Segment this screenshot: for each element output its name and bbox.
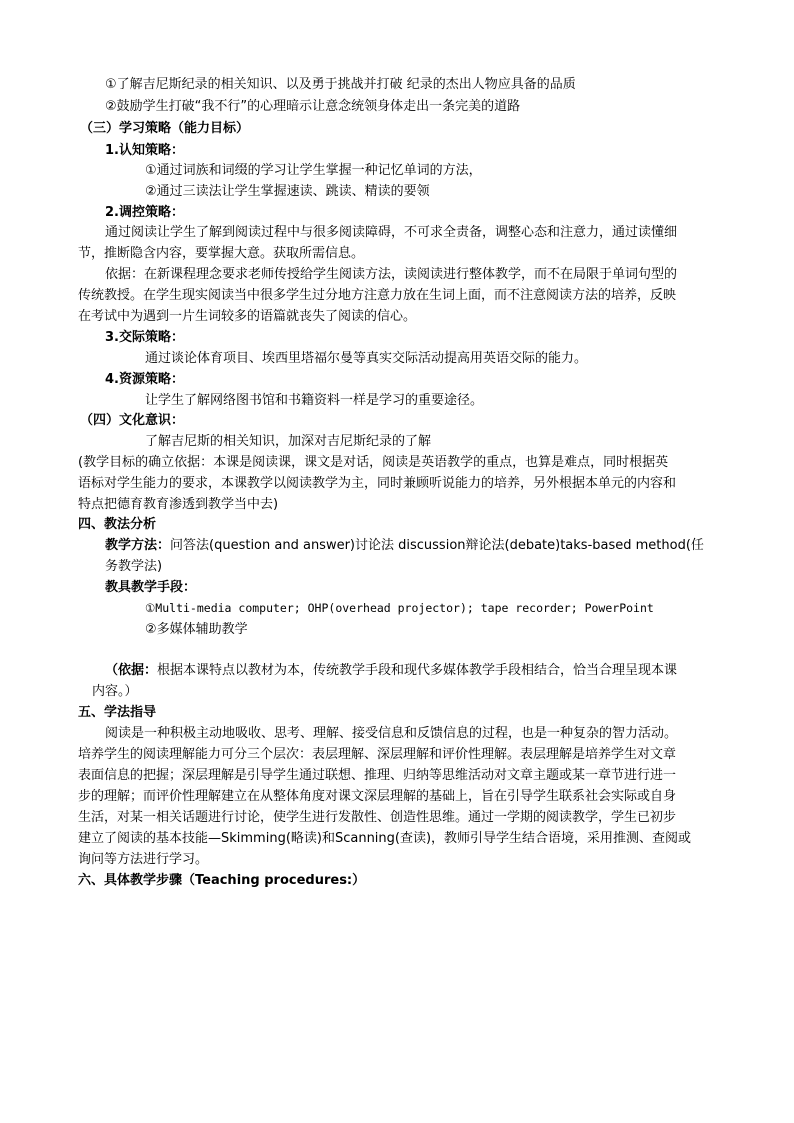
culture-basis-2: 语标对学生能力的要求，本课教学以阅读教学为主，同时兼顾听说能力的培养，另外根据本单元的内容和 [78, 476, 677, 491]
methods-basis-line-2: 内容。） [92, 684, 138, 699]
control-line-1: 通过阅读让学生了解到阅读过程中与很多阅读障碍，不可求全责备，调整心态和注意力，通过读懂细 [105, 225, 678, 240]
control-basis-2: 传统教授。在学生现实阅读当中很多学生过分地方注意力放在生词上面，而不注意阅读方法的培养，反映 [78, 288, 677, 303]
goal-item-1: ①了解吉尼斯纪录的相关知识、以及勇于挑战并打破 纪录的杰出人物应具备的品质 [105, 77, 576, 92]
methods-label: 教学方法： [105, 538, 171, 553]
section-heading-methods: 四、教法分析 [78, 517, 157, 532]
section-heading-strategy: （三）学习策略（能力目标） [80, 121, 250, 136]
section-heading-procedures: 六、具体教学步骤（Teaching procedures:） [78, 873, 366, 888]
methods-basis-label: （依据： [105, 663, 158, 678]
methods-line-1 [105, 535, 704, 556]
methods-line-2: 务教学法) [105, 559, 163, 574]
tool-item-2: ②多媒体辅助教学 [145, 622, 248, 637]
learning-line-1: 阅读是一种积极主动地吸收、思考、理解、接受信息和反馈信息的过程，也是一种复杂的智力活动。 [105, 726, 678, 741]
learning-line-4: 步的理解；而评价性理解建立在从整体角度对课文深层理解的基础上，旨在引导学生联系社会实际或自身 [78, 789, 677, 804]
culture-basis-1: (教学目标的确立依据：本课是阅读课，课文是对话，阅读是英语教学的重点，也算是难点，同时根据英 [78, 455, 669, 470]
methods-basis-line-1 [105, 660, 677, 681]
section-heading-learning: 五、学法指导 [78, 705, 157, 720]
communication-strategy-title: 3.交际策略： [105, 330, 184, 345]
resources-strategy-title: 4.资源策略： [105, 372, 184, 387]
learning-line-3: 表面信息的把握；深层理解是引导学生通过联想、推理、归纳等思维活动对文章主题或某一章节进行进一 [78, 768, 677, 783]
cognitive-item-1: ①通过词族和词缀的学习让学生掌握一种记忆单词的方法， [145, 163, 482, 178]
cognitive-item-2: ②通过三读法让学生掌握速读、跳读、精读的要领 [145, 184, 430, 199]
methods-basis-text: 根据本课特点以教材为本，传统教学手段和现代多媒体教学手段相结合，恰当合理呈现本课 [157, 663, 678, 678]
control-strategy-title: 2.调控策略： [105, 205, 184, 220]
learning-line-6: 建立了阅读的基本技能—Skimming(略读)和Scanning(查读)，教师引导学生结合语境，采用推测、查阅或 [78, 831, 692, 846]
tool-item-1: ①Multi-media computer; OHP(overhead projector); tape recorder; PowerPoint [145, 601, 654, 615]
communication-line: 通过谈论体育项目、埃西里塔福尔曼等真实交际活动提高用英语交际的能力。 [145, 351, 588, 366]
control-basis-1: 依据：在新课程理念要求老师传授给学生阅读方法，读阅读进行整体教学，而不在局限于单词句型的 [105, 267, 678, 282]
tools-title: 教具教学手段： [105, 580, 197, 595]
culture-line: 了解吉尼斯的相关知识，加深对吉尼斯纪录的了解 [145, 434, 432, 449]
learning-line-5: 生活，对某一相关话题进行讨论，使学生进行发散性、创造性思维。通过一学期的阅读教学，学生已初步 [78, 810, 677, 825]
resources-line: 让学生了解网络图书馆和书籍资料一样是学习的重要途径。 [145, 393, 484, 408]
section-heading-culture: （四）文化意识： [80, 413, 185, 428]
learning-line-2: 培养学生的阅读理解能力可分三个层次：表层理解、深层理解和评价性理解。表层理解是培养学生对文章 [78, 747, 677, 762]
learning-line-7: 询问等方法进行学习。 [78, 852, 209, 867]
cognitive-strategy-title: 1.认知策略： [105, 143, 184, 158]
control-line-2: 节，推断隐含内容，要掌握大意。获取所需信息。 [78, 246, 365, 261]
culture-basis-3: 特点把德育教育渗透到教学当中去) [78, 497, 279, 512]
control-basis-3: 在考试中为遇到一片生词较多的语篇就丧失了阅读的信心。 [78, 309, 417, 324]
goal-item-2: ②鼓励学生打破“我不行”的心理暗示让意念统领身体走出一条完美的道路 [105, 99, 521, 114]
methods-text: 问答法(question and answer)讨论法 discussion辩论法(debate)taks-based method(任 [170, 538, 704, 553]
